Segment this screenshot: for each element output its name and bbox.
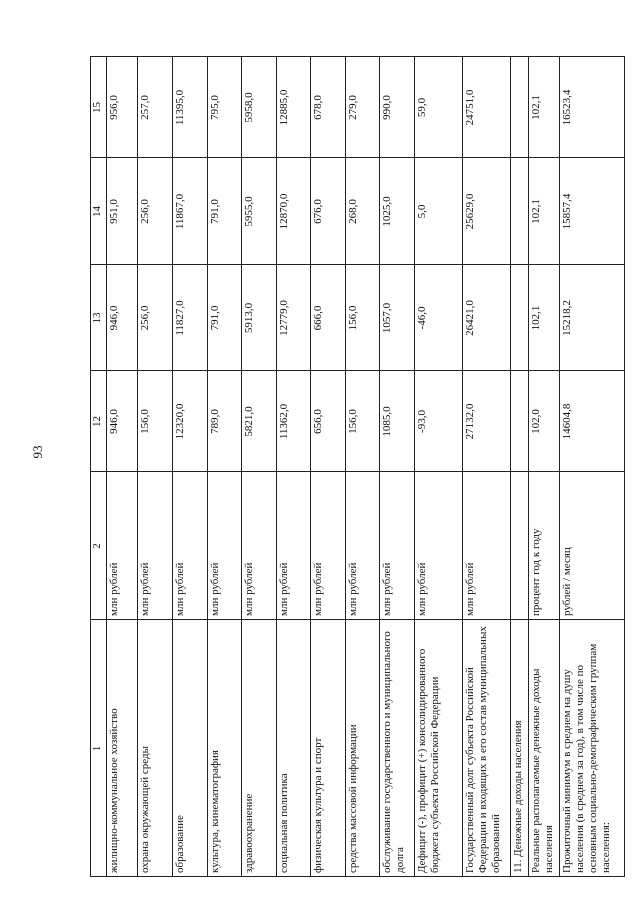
table-row [380,57,414,877]
unit-cell: процент год к году [529,472,560,620]
value-cell: 11827,0 [173,265,207,371]
table-row [462,57,511,877]
table-row [173,57,207,877]
indicator-name: культура, кинематография [207,620,241,877]
value-cell: 1085,0 [380,371,414,472]
value-cell: 5,0 [414,158,462,265]
indicator-name: физическая культура и спорт [311,620,345,877]
value-cell: 795,0 [207,57,241,158]
value-cell: 11362,0 [276,371,310,472]
table-row [106,57,137,877]
unit-cell: млн рублей [207,472,241,620]
value-cell: 946,0 [106,371,137,472]
value-cell [511,371,529,472]
value-cell: 256,0 [137,158,173,265]
value-cell: 12779,0 [276,265,310,371]
value-cell [511,57,529,158]
unit-cell [511,472,529,620]
value-cell: 279,0 [345,57,379,158]
unit-cell: млн рублей [137,472,173,620]
table-row [137,57,173,877]
unit-cell: рублей / месяц [560,472,625,620]
value-cell: 5958,0 [242,57,276,158]
value-cell: 156,0 [345,265,379,371]
column-header: 13 [91,265,107,371]
indicator-name: Государственный долг субъекта Российской Федерации и входящих в его состав муниципальных образований [462,620,511,877]
value-cell: 102,1 [529,158,560,265]
unit-cell: млн рублей [173,472,207,620]
section-title: 11. Денежные доходы населения [511,620,529,877]
unit-cell: млн рублей [276,472,310,620]
value-cell: 676,0 [311,158,345,265]
value-cell [511,158,529,265]
unit-cell: млн рублей [414,472,462,620]
indicator-name: Прожиточный минимум в среднем на душу населения (в среднем за год), в том числе по основным социально-демографическим группам населения: [560,620,625,877]
value-cell: 24751,0 [462,57,511,158]
value-cell: 268,0 [345,158,379,265]
table-row [311,57,345,877]
value-cell: 12320,0 [173,371,207,472]
page-number: 93 [30,445,45,459]
table-header-row [91,57,107,877]
value-cell: 5913,0 [242,265,276,371]
table-row [345,57,379,877]
value-cell: 1057,0 [380,265,414,371]
indicator-name: Реальные располагаемые денежные доходы населения [529,620,560,877]
value-cell: 16523,4 [560,57,625,158]
section-row [511,57,529,877]
value-cell: 990,0 [380,57,414,158]
value-cell: 666,0 [311,265,345,371]
value-cell: 257,0 [137,57,173,158]
value-cell: -46,0 [414,265,462,371]
table-row [207,57,241,877]
indicator-name: Дефицит (-), профицит (+) консолидированного бюджета субъекта Российской Федерации [414,620,462,877]
unit-cell: млн рублей [106,472,137,620]
value-cell: 156,0 [137,371,173,472]
value-cell: 12870,0 [276,158,310,265]
value-cell: 951,0 [106,158,137,265]
table-row [414,57,462,877]
column-header: 2 [91,472,107,620]
unit-cell: млн рублей [380,472,414,620]
value-cell: 14604,8 [560,371,625,472]
value-cell [511,265,529,371]
value-cell: 12885,0 [276,57,310,158]
table-row [242,57,276,877]
indicator-name: охрана окружающей среды [137,620,173,877]
value-cell: 1025,0 [380,158,414,265]
value-cell: 15218,2 [560,265,625,371]
table-row [560,57,625,877]
value-cell: 791,0 [207,265,241,371]
indicators-table [90,56,625,877]
unit-cell: млн рублей [311,472,345,620]
value-cell: 27132,0 [462,371,511,472]
column-header: 12 [91,371,107,472]
indicator-name: образование [173,620,207,877]
indicator-name: обслуживание государственного и муниципального долга [380,620,414,877]
value-cell: 102,1 [529,265,560,371]
unit-cell: млн рублей [462,472,511,620]
rotated-table-wrapper [90,57,625,877]
value-cell: 15857,4 [560,158,625,265]
indicator-name: жилищно-коммунальное хозяйство [106,620,137,877]
value-cell: 791,0 [207,158,241,265]
column-header: 14 [91,158,107,265]
value-cell: 11395,0 [173,57,207,158]
value-cell: 956,0 [106,57,137,158]
value-cell: 789,0 [207,371,241,472]
value-cell: 156,0 [345,371,379,472]
value-cell: 946,0 [106,265,137,371]
value-cell: 678,0 [311,57,345,158]
value-cell: 102,0 [529,371,560,472]
value-cell: 59,0 [414,57,462,158]
value-cell: 25629,0 [462,158,511,265]
value-cell: 11867,0 [173,158,207,265]
column-header: 15 [91,57,107,158]
value-cell: 26421,0 [462,265,511,371]
value-cell: 5955,0 [242,158,276,265]
table-row [276,57,310,877]
unit-cell: млн рублей [242,472,276,620]
value-cell: 656,0 [311,371,345,472]
value-cell: 256,0 [137,265,173,371]
value-cell: 5821,0 [242,371,276,472]
indicator-name: средства массовой информации [345,620,379,877]
indicator-name: социальная политика [276,620,310,877]
table-row [529,57,560,877]
value-cell: -93,0 [414,371,462,472]
indicator-name: здравоохранение [242,620,276,877]
unit-cell: млн рублей [345,472,379,620]
column-header: 1 [91,620,107,877]
value-cell: 102,1 [529,57,560,158]
